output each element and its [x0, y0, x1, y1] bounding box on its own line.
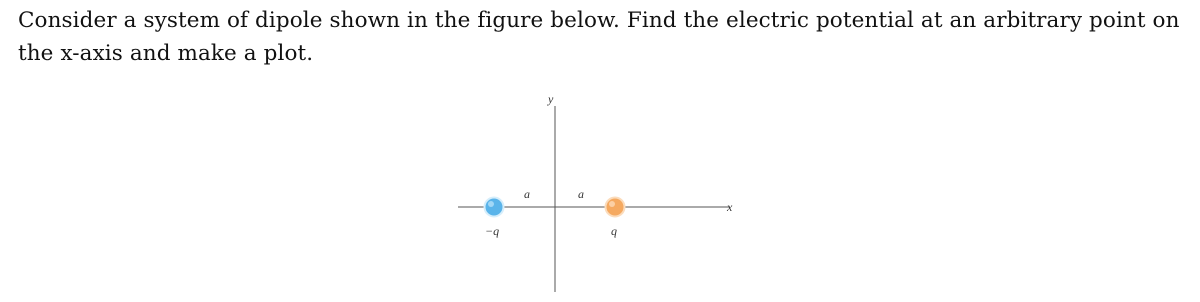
positive-charge-label: q: [611, 224, 617, 238]
positive-charge-icon: [606, 198, 625, 217]
distance-label-right: a: [578, 187, 584, 201]
x-axis-label: x: [727, 200, 733, 214]
positive-charge-highlight: [609, 201, 615, 207]
y-axis-label: y: [548, 92, 554, 106]
negative-charge-highlight: [488, 201, 494, 207]
negative-charge-label: −q: [485, 224, 500, 238]
problem-statement: Consider a system of dipole shown in the figure below. Find the electric potential at an arbitrary point on the x-axis and make a plot.: [18, 8, 1180, 66]
distance-label-left: a: [524, 187, 530, 201]
dipole-figure: [440, 88, 780, 298]
negative-charge-icon: [485, 198, 504, 217]
